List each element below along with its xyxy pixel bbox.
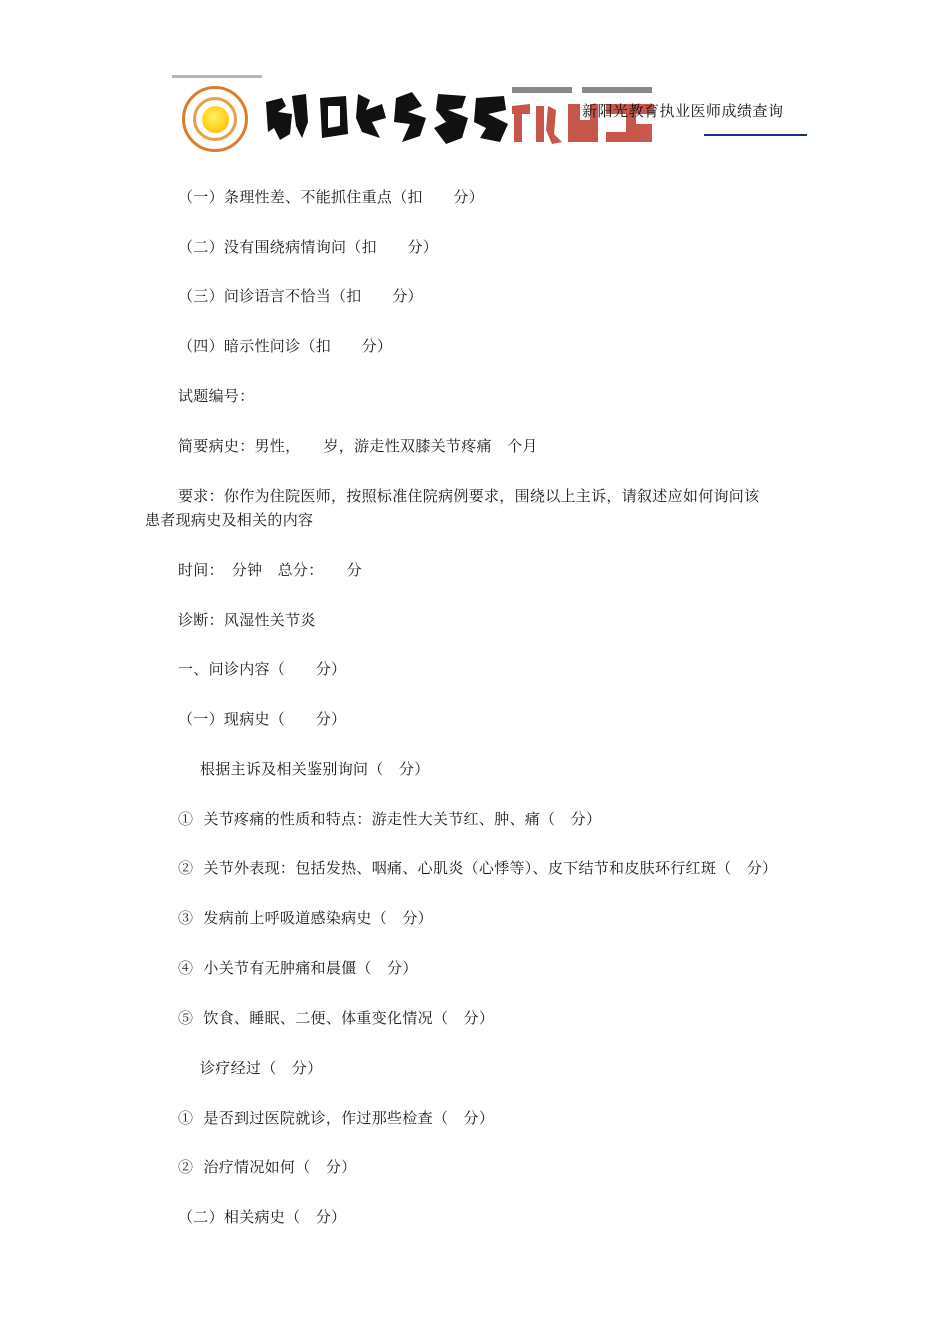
list-item: ① 是否到过医院就诊，作过那些检查（ 分） bbox=[178, 1109, 495, 1127]
deduction-item-2: （二）没有围绕病情询问（扣 分） bbox=[178, 238, 439, 256]
question-number: 试题编号： bbox=[178, 387, 255, 405]
page-header bbox=[0, 0, 950, 160]
deduction-item-3: （三）问诊语言不恰当（扣 分） bbox=[178, 287, 423, 305]
sub-heading-treatment: 诊疗经过（ 分） bbox=[200, 1059, 323, 1077]
list-item: ② 关节外表现：包括发热、咽痛、心肌炎（心悸等）、皮下结节和皮肤环行红斑（ 分） bbox=[178, 859, 778, 877]
deduction-item-4: （四）暗示性问诊（扣 分） bbox=[178, 337, 393, 355]
requirement-line-1: 要求：你作为住院医师，按照标准住院病例要求，围绕以上主诉，请叙述应如何询问该 bbox=[178, 487, 760, 505]
diagnosis: 诊断：风湿性关节炎 bbox=[178, 611, 316, 629]
logo-tagline-graphic bbox=[172, 74, 262, 80]
subsection-present-illness: （一）现病史（ 分） bbox=[178, 710, 347, 728]
sun-logo-icon bbox=[182, 86, 248, 152]
list-item: ③ 发病前上呼吸道感染病史（ 分） bbox=[178, 909, 433, 927]
exam-score-query-link[interactable]: 新阳光教育执业医师成绩查询 bbox=[582, 102, 784, 120]
link-underline bbox=[704, 134, 807, 136]
list-item: ① 关节疼痛的性质和特点：游走性大关节红、肿、痛（ 分） bbox=[178, 810, 602, 828]
subsection-related-history: （二）相关病史（ 分） bbox=[178, 1208, 347, 1226]
logo-brush-lettering bbox=[262, 88, 512, 148]
list-item: ② 治疗情况如何（ 分） bbox=[178, 1158, 357, 1176]
requirement-line-2: 患者现病史及相关的内容 bbox=[145, 511, 314, 529]
deduction-item-1: （一）条理性差、不能抓住重点（扣 分） bbox=[178, 188, 485, 206]
time-and-score: 时间： 分钟 总分： 分 bbox=[178, 561, 362, 579]
sub-heading-differential: 根据主诉及相关鉴别询问（ 分） bbox=[200, 760, 430, 778]
section-heading-inquiry: 一、问诊内容（ 分） bbox=[178, 660, 347, 678]
list-item: ④ 小关节有无肿痛和晨僵（ 分） bbox=[178, 959, 418, 977]
brief-history: 简要病史：男性， 岁，游走性双膝关节疼痛 个月 bbox=[178, 437, 538, 455]
list-item: ⑤ 饮食、睡眠、二便、体重变化情况（ 分） bbox=[178, 1009, 495, 1027]
